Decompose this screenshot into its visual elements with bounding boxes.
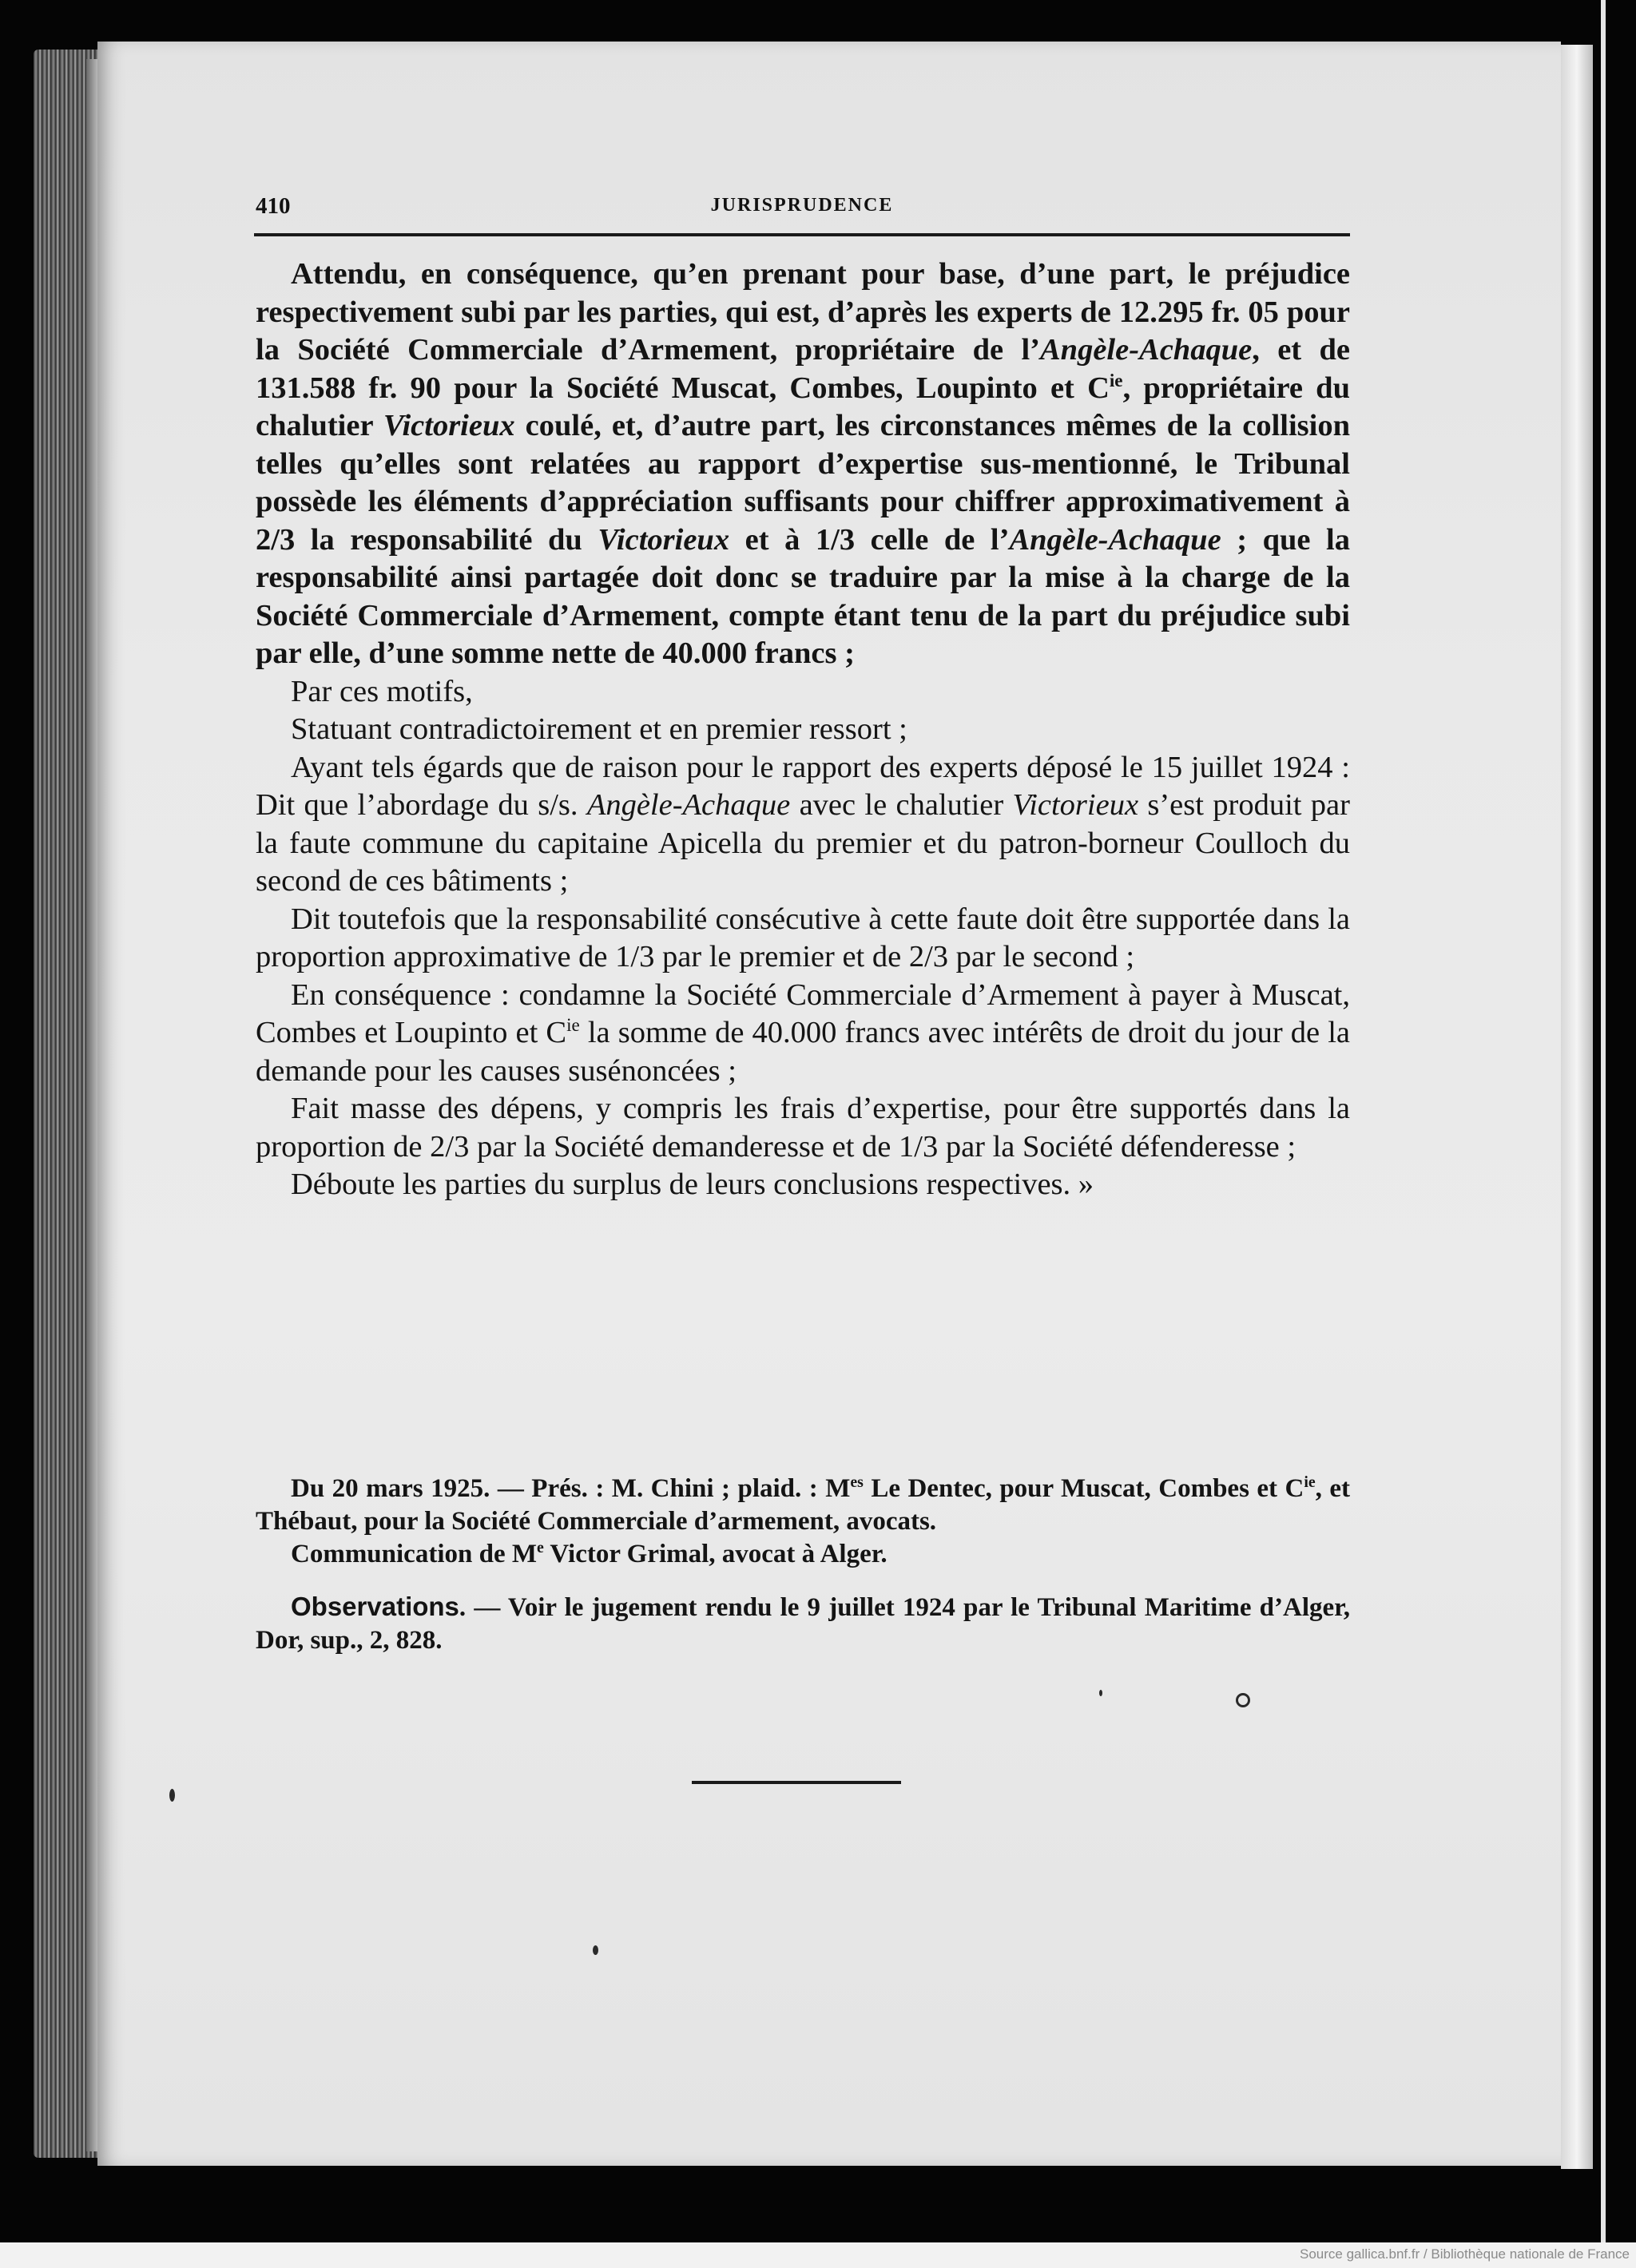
paragraph-motifs: Par ces motifs, [291, 674, 473, 708]
scan-speck [593, 1945, 598, 1955]
note-date-court: Du 20 mars 1925. — Prés. : M. Chini ; plaid. : $M^{es}$ Le Dentec, pour Muscat, Combes et $C^{ie}$, et Thébaut, pour la Société Commerciale d’armement, avocats. [256, 1473, 1351, 1536]
scan-speck [1236, 1693, 1250, 1707]
ship-name-victorieux: Victorieux [383, 409, 515, 442]
header-rule [254, 233, 1350, 236]
source-credit: Source gallica.bnf.fr / Bibliothèque nationale de France [1300, 2246, 1630, 2262]
page-header [256, 193, 1348, 235]
page-number: 410 [256, 193, 291, 219]
paragraph-deboute: Déboute les parties du surplus de leurs conclusions respectives. » [291, 1168, 1094, 1201]
note-communication: Communication de Me Victor Grimal, avocat à Alger. [291, 1539, 887, 1568]
observations-label: Observations [291, 1592, 459, 1621]
judgment-text [256, 256, 1350, 1204]
paragraph-dit-toutefois: Dit toutefois que la responsabilité consécutive à cette faute doit être supportée dans la proportion approximative de 1/3 par le premier et de 2/3 par le second ; [256, 902, 1350, 973]
paragraph-ayant: Ayant tels égards que de raison pour le rapport des experts déposé le 15 juillet 1924 : Dit que l’abordage du s/s. Angèle-Achaque avec le chalutier Victorieux s’est produit par la faute commune du capitaine Apicella du premier et du patron-borneur Coulloch du second de ces bâtiments ; [256, 750, 1350, 898]
note-observations: Observations. — Voir le jugement rendu le 9 juillet 1924 par le Tribunal Maritime d’Alger, Dor, sup., 2, 828. [256, 1592, 1350, 1655]
scan-speck [1099, 1690, 1102, 1696]
paragraph-en-consequence: En conséquence : condamne la Société Commerciale d’Armement à payer à Muscat, Combes et Loupinto et $C^{ie}$ la somme de 40.000 francs avec intérêts de droit du jour de la demande pour les causes susénoncées ; [256, 977, 1350, 1088]
paragraph-attendu: Attendu, en conséquence, qu’en prenant pour base, d’une part, le préjudice respectivement subi par les parties, qui est, d’après les experts de 12.295 fr. 05 pour la Société Commerciale d’Armement, propriétaire de l’Angèle-Achaque, et de 131.588 fr. 90 pour la Société Muscat, Combes, Loupinto et $C^{ie}$, propriétaire du chalutier Victorieux coulé, et, d’autre part, les circonstances mêmes de la collision telles qu’elles sont relatées au rapport d’expertise sus-mentionné, le Tribunal possède les éléments d’appréciation suffisants pour chiffrer approximativement à 2/3 la responsabilité du Victorieux et à 1/3 celle de l’Angèle-Achaque ; que la responsabilité ainsi partagée doit donc se traduire par la mise à la charge de la Société Commerciale d’Armement, compte étant tenu de la part du préjudice subi par elle, d’une somme nette de 40.000 francs ; [256, 257, 1350, 670]
running-head: JURISPRUDENCE [710, 195, 894, 216]
footer-strip [0, 2242, 1636, 2268]
end-rule [692, 1781, 901, 1784]
decision-notes [256, 1473, 1350, 1657]
scan-border-line [1601, 0, 1606, 2242]
paragraph-fait-masse: Fait masse des dépens, y compris les frais d’expertise, pour être supportés dans la proportion de 2/3 par la Société demanderesse et de 1/3 par la Société défenderesse ; [256, 1092, 1350, 1164]
ship-name-angele: Angèle-Achaque [1040, 333, 1253, 367]
scan-speck [169, 1789, 175, 1802]
paragraph-statuant: Statuant contradictoirement et en premier ressort ; [291, 712, 907, 746]
right-page-sliver [1561, 45, 1593, 2169]
